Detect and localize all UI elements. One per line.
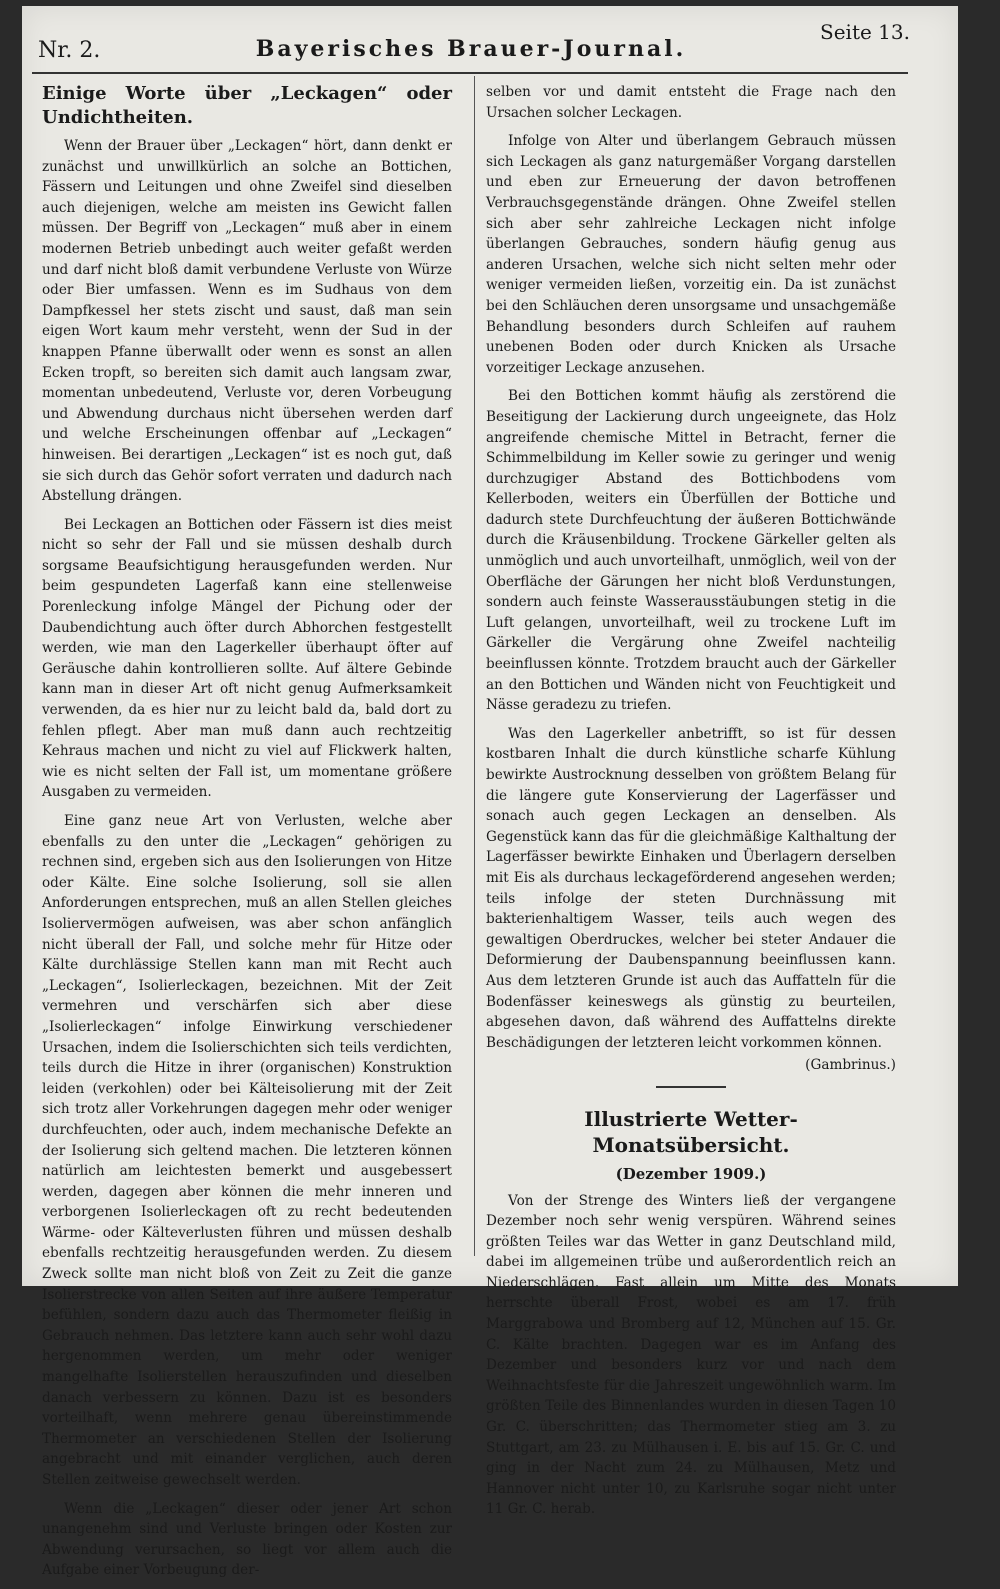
issue-number: Nr. 2. bbox=[38, 38, 101, 63]
page-number: Seite 13. bbox=[820, 20, 910, 44]
header-rule bbox=[32, 72, 908, 74]
page-header bbox=[32, 18, 910, 68]
article-paragraph: Bei den Bottichen kommt häufig als zerstörend die Beseitigung der Lackierung durch ungeeignete, das Holz angreifende chemische Mittel in Betracht, ferner die Schimmelbildung im Keller sowie zu geringer und wenig durchzugiger Abstand des Bottichbodens vom Kellerboden, weiters ein Überfüllen der Bottiche und dadurch stete Durchfeuchtung der äußeren Bottichwände durch die Kräusenbildung. Trockene Gärkeller gelten als unmöglich und auch unvorteilhaft, unmöglich, weil von der Oberfläche der Gärungen her nicht bloß Verdunstungen, sondern auch feinste Wasserausstäubungen stetig in die Luft gelangen, unvorteilhaft, weil zu trockene Luft im Gärkeller die Vergärung ohne Zweifel nachteilig beeinflussen könnte. Trotzdem braucht auch der Gärkeller an den Bottichen und Wänden nicht von Feuchtigkeit und Nässe geradezu zu triefen. bbox=[486, 388, 896, 714]
weather-section-title: Illustrierte Wetter-Monatsübersicht. bbox=[584, 1106, 798, 1157]
article-paragraph: Bei Leckagen an Bottichen oder Fässern ist dies meist nicht so sehr der Fall und sie müssen deshalb durch sorgsame Beaufsichtigung herausgefunden werden. Nur beim gespundeten Lagerfaß kann eine stellenweise Porenleckung infolge Mängel der Pichung oder der Daubendichtung auch öfter durch Abhorchen festgestellt werden, wie man den Lagerkeller überhaupt öfter auf Geräusche dahin kontrollieren sollte. Auf ältere Gebinde kann man in dieser Art oft nicht genug Aufmerksamkeit verwenden, da es hier nur zu leicht bald da, bald dort zu fehlen pflegt. Aber man muß dann auch rechtzeitig Kehraus machen und nicht zu viel auf Flickwerk halten, wie es nicht selten der Fall ist, um momentane größere Ausgaben zu vermeiden. bbox=[42, 516, 452, 801]
journal-title: Bayerisches Brauer-Journal. bbox=[255, 36, 687, 62]
left-column bbox=[42, 82, 452, 1589]
section-separator bbox=[656, 1086, 726, 1088]
article-paragraph: Eine ganz neue Art von Verlusten, welche aber ebenfalls zu den unter die „Leckagen“ gehörigen zu rechnen sind, ergeben sich aus den Isolierungen von Hitze oder Kälte. Eine solche Isolierung, soll sie allen Anforderungen entsprechen, muß an allen Stellen gleiches Isoliervermögen aufweisen, was aber schon anfänglich nicht überall der Fall, und solche mehr für Hitze oder Kälte durchlässige Stellen kann man mit Recht auch „Leckagen“, Isolierleckagen, bezeichnen. Mit der Zeit vermehren und verschärfen sich aber diese „Isolierleckagen“ infolge Einwirkung verschiedener Ursachen, indem die Isolierschichten sich teils verdichten, teils durch die Hitze in ihrer (organischen) Konstruktion leiden (verkohlen) oder bei Kälteisolierung mit der Zeit sich trotz aller Vorkehrungen dagegen mehr oder weniger durchfeuchten, oder auch, indem mechanische Defekte an der Isolierung sich geltend machen. Die letzteren können natürlich am leichtesten bemerkt und ausgebessert werden, dagegen aber können die mehr inneren und verborgenen Isolierleckagen oft zu recht bedeutenden Wärme- oder Kälteverlusten führen und müssen deshalb ebenfalls rechtzeitig herausgefunden werden. Zu diesem Zweck sollte man nicht bloß von Zeit zu Zeit die ganze Isolierstrecke von allen Seiten auf ihre äußere Temperatur befühlen, sondern dazu auch das Thermometer fleißig in Gebrauch nehmen. Das letztere kann auch sehr wohl dazu hergenommen werden, um mehr oder weniger mangelhafte Isolierstellen herauszufinden und dieselben danach verbessern zu können. Dazu ist es besonders vorteilhaft, wenn mehrere genau übereinstimmende Thermometer an verschiedenen Stellen der Isolierung angebracht und mit einander verglichen, auch deren Stellen zeitweise gewechselt werden. bbox=[42, 813, 452, 1488]
article-paragraph: Was den Lagerkeller anbetrifft, so ist für dessen kostbaren Inhalt die durch künstliche scharfe Kühlung bewirkte Austrocknung desselben von größtem Belang für die längere gute Konservierung der Lagerfässer und sonach auch gegen Leckagen an denselben. Als Gegenstück kann das für die gleichmäßige Kalthaltung der Lagerfässer bewirkte Einhaken und Überlagern derselben mit Eis als durchaus leckageförderend angesehen werden; teils infolge der steten Durchnässung mit bakterienhaltigem Wasser, teils auch wegen des gewaltigen Oberdruckes, welcher bei steter Andauer die Deformierung der Daubenspannung beeinflussen kann. Aus dem letzteren Grunde ist auch das Auffatteln für die Bodenfässer keineswegs als günstig zu beurteilen, abgesehen davon, daß während des Auffattelns direkte Beschädigungen der letzteren leicht vorkommen können. bbox=[486, 725, 896, 1051]
weather-paragraph: Von der Strenge des Winters ließ der vergangene Dezember noch sehr wenig verspüren. Während seines größten Teiles war das Wetter in ganz Deutschland mild, dabei im allgemeinen trübe und außerordentlich reich an Niederschlägen. Fast allein um Mitte des Monats herrschte überall Frost, wobei es am 17. früh Marggrabowa und Bromberg auf 12, München auf 15. Gr. C. Kälte brachten. Dagegen war es im Anfang des Dezember und besonders kurz vor und nach dem Weihnachtsfeste für die Jahreszeit ungewöhnlich warm. Im größten Teile des Binnenlandes wurden in diesen Tagen 10 Gr. C. überschritten; das Thermometer stieg am 3. zu Stuttgart, am 23. zu Mülhausen i. E. bis auf 15. Gr. C. und ging in der Nacht zum 24. zu Mülhausen, Metz und Hannover nicht unter 10, zu Karlsruhe sogar nicht unter 11 Gr. C. herab. bbox=[486, 1192, 896, 1518]
weather-section-subtitle: (Dezember 1909.) bbox=[615, 1164, 767, 1183]
newspaper-page bbox=[22, 6, 958, 1579]
article-paragraph: Infolge von Alter und überlangem Gebrauch müssen sich Leckagen als ganz naturgemäßer Vorgang darstellen und eben zur Erneuerung der davon betroffenen Verbrauchsgegenstände drängen. Ohne Zweifel stellen sich aber sehr zahlreiche Leckagen nicht infolge überlangen Gebrauches, sondern häufig genug aus anderen Ursachen, welche sich nicht selten mehr oder weniger vermeiden ließen, vorzeitig ein. Da ist zunächst bei den Schläuchen deren unsorgsame und unsachgemäße Behandlung besonders durch Schleifen auf rauhem unebenen Boden oder durch Knicken als Ursache vorzeitiger Leckage anzusehen. bbox=[486, 133, 896, 376]
right-column bbox=[486, 82, 896, 1528]
article-paragraph: Wenn die „Leckagen“ dieser oder jener Art schon unangenehm sind und Verluste bringen oder Kosten zur Abwendung verursachen, so liegt vor allem auch die Aufgabe einer Vorbeugung der- bbox=[42, 1500, 452, 1579]
article-signature: (Gambrinus.) bbox=[805, 1057, 896, 1074]
column-divider bbox=[474, 76, 475, 1256]
article-title: Einige Worte über „Leckagen“ oder Undichtheiten. bbox=[42, 83, 452, 128]
article-continuation: selben vor und damit entsteht die Frage nach den Ursachen solcher Leckagen. bbox=[486, 84, 896, 121]
article-paragraph: Wenn der Brauer über „Leckagen“ hört, dann denkt er zunächst und unwillkürlich an solche an Bottichen, Fässern und Leitungen und ohne Zweifel sind dieselben auch diejenigen, welche am meisten ins Gewicht fallen müssen. Der Begriff von „Leckagen“ muß aber in einem modernen Betrieb unbedingt auch weiter gefaßt werden und darf nicht bloß damit verbundene Verluste von Würze oder Bier umfassen. Wenn es im Sudhaus von dem Dampfkessel her stets zischt und saust, daß man sein eigen Wort kaum mehr versteht, wenn der Sud in der knappen Pfanne überwallt oder wenn es sonst an allen Ecken tropft, so bereiten sich damit auch langsam zwar, momentan unbedeutend, Verluste vor, deren Vorbeugung und Abwendung durchaus nicht übersehen werden darf und welche Erscheinungen offenbar auf „Leckagen“ hinweisen. Bei derartigen „Leckagen“ ist es noch gut, daß sie sich durch das Gehör sofort verraten und dadurch nach Abstellung drängen. bbox=[42, 138, 452, 505]
